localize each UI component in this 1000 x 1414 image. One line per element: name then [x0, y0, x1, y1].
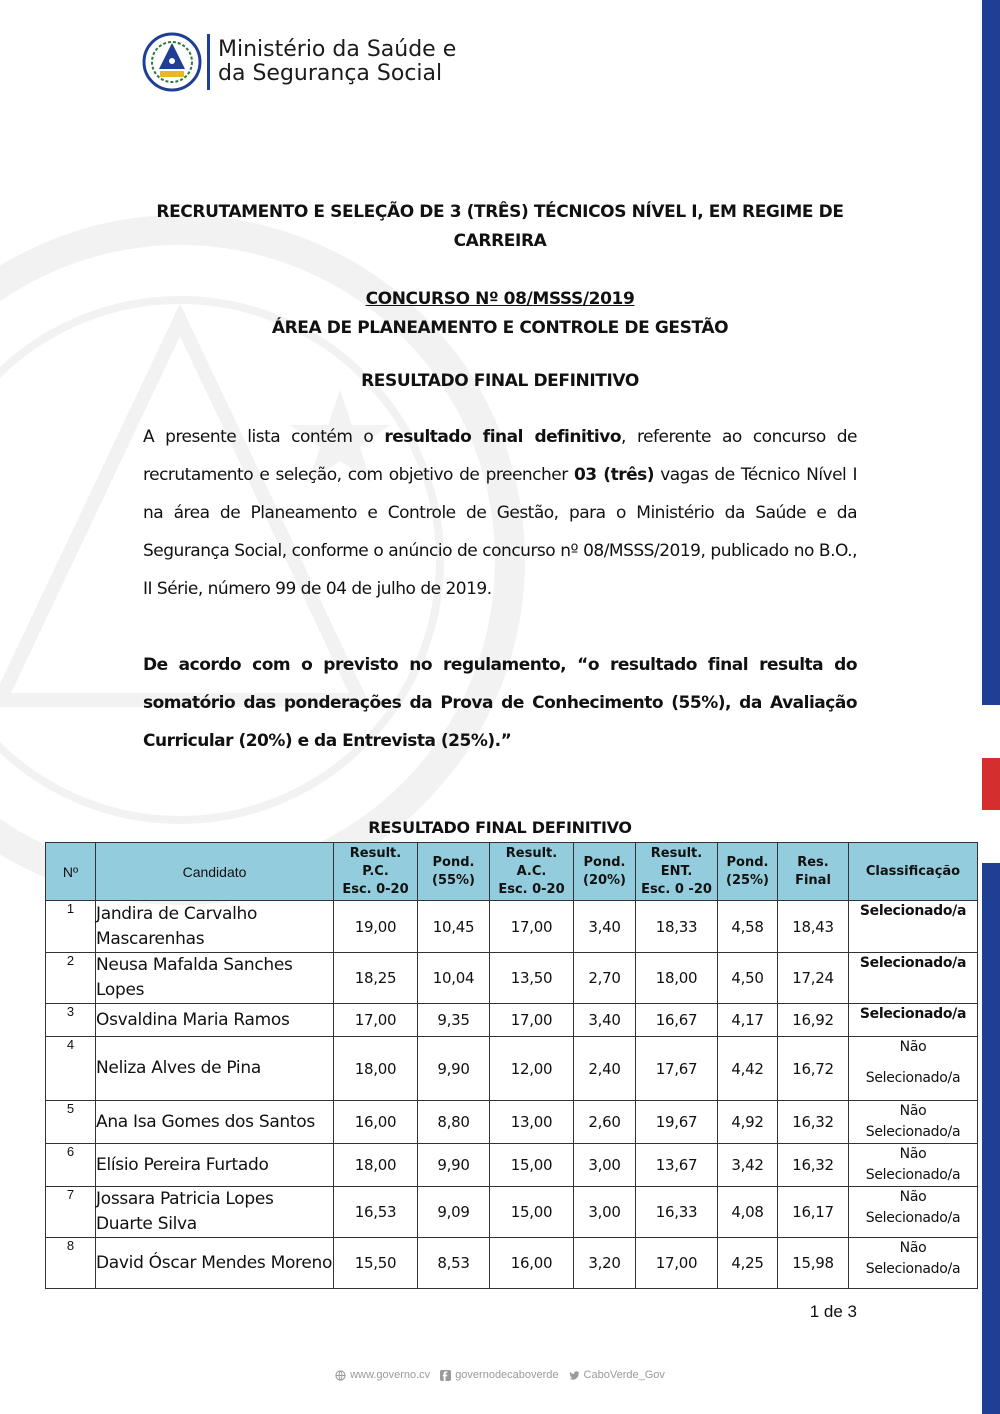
document-title [140, 198, 860, 256]
footer-website[interactable]: www.governo.cv [335, 1369, 430, 1381]
pond-ac: 2,70 [574, 953, 636, 1004]
classification: Selecionado/a [849, 1004, 978, 1037]
ministry-name-line2: da Segurança Social [218, 61, 443, 86]
intro-text-1: A presente lista contém o [143, 427, 385, 447]
pond-ac: 3,40 [574, 1004, 636, 1037]
title-line1: RECRUTAMENTO E SELEÇÃO DE 3 (TRÊS) TÉCNICOS NÍVEL I, EM REGIME DE [156, 202, 844, 222]
result-pc: 18,00 [334, 1037, 418, 1101]
pond-ent: 4,58 [718, 901, 778, 953]
table-row [46, 953, 978, 1004]
table-row [46, 901, 978, 953]
pond-ent: 4,08 [718, 1187, 778, 1238]
pond-ent: 4,25 [718, 1238, 778, 1289]
header-res-final: Res. Final [778, 843, 849, 901]
classification: Selecionado/a [849, 901, 978, 953]
final-result: 16,17 [778, 1187, 849, 1238]
intro-bold-2: 03 (três) [573, 465, 654, 485]
pond-pc: 10,45 [418, 901, 490, 953]
row-number: 8 [46, 1238, 96, 1289]
result-ent: 18,00 [636, 953, 718, 1004]
candidate-name: Neusa Mafalda Sanches Lopes [96, 953, 334, 1004]
table-row [46, 1187, 978, 1238]
intro-paragraph [143, 418, 857, 608]
final-result: 18,43 [778, 901, 849, 953]
final-result: 15,98 [778, 1238, 849, 1289]
result-ent: 13,67 [636, 1144, 718, 1187]
pond-ent: 4,92 [718, 1101, 778, 1144]
ministry-name-line1: Ministério da Saúde e [218, 37, 457, 62]
pond-pc: 9,09 [418, 1187, 490, 1238]
classification: Não Selecionado/a [849, 1238, 978, 1289]
table-row [46, 1101, 978, 1144]
logo-divider [207, 34, 210, 90]
candidate-name: Ana Isa Gomes dos Santos [96, 1101, 334, 1144]
competition-heading [140, 285, 860, 343]
rule-paragraph: De acordo com o previsto no regulamento, “o resultado final resulta do somatório das ponderações da Prova de Conhecimento (55%), da Avaliação Curricular (20%) e da Entrevista (25%).” [143, 655, 857, 751]
result-ac: 16,00 [490, 1238, 574, 1289]
result-ent: 18,33 [636, 901, 718, 953]
pond-pc: 8,53 [418, 1238, 490, 1289]
classification: Não Selecionado/a [849, 1101, 978, 1144]
header-pond-pc: Pond. (55%) [418, 843, 490, 901]
result-ent: 16,67 [636, 1004, 718, 1037]
edge-bar-blue-bottom [982, 863, 1000, 1414]
result-pc: 16,00 [334, 1101, 418, 1144]
results-table [45, 842, 978, 1289]
header-pond-ac: Pond. (20%) [574, 843, 636, 901]
page-number: 1 de 3 [809, 1302, 857, 1321]
table-header-row [46, 843, 978, 901]
edge-bar-blue-top [982, 0, 1000, 705]
footer [0, 1369, 1000, 1381]
pond-ac: 2,60 [574, 1101, 636, 1144]
result-ac: 13,00 [490, 1101, 574, 1144]
table-title: RESULTADO FINAL DEFINITIVO [368, 818, 632, 837]
pond-ent: 4,50 [718, 953, 778, 1004]
header-result-ac: Result. A.C. Esc. 0-20 [490, 843, 574, 901]
pond-ent: 4,42 [718, 1037, 778, 1101]
result-pc: 17,00 [334, 1004, 418, 1037]
row-number: 2 [46, 953, 96, 1004]
classification: Não Selecionado/a [849, 1037, 978, 1101]
result-ac: 17,00 [490, 1004, 574, 1037]
candidate-name: David Óscar Mendes Moreno [96, 1238, 334, 1289]
final-result: 16,32 [778, 1101, 849, 1144]
header-classification: Classificação [849, 843, 978, 901]
pond-ac: 3,00 [574, 1187, 636, 1238]
result-heading: RESULTADO FINAL DEFINITIVO [361, 371, 639, 391]
table-row [46, 1144, 978, 1187]
candidate-name: Neliza Alves de Pina [96, 1037, 334, 1101]
result-pc: 19,00 [334, 901, 418, 953]
final-result: 17,24 [778, 953, 849, 1004]
result-pc: 18,00 [334, 1144, 418, 1187]
candidate-name: Osvaldina Maria Ramos [96, 1004, 334, 1037]
title-line2: CARREIRA [453, 231, 547, 251]
pond-ac: 3,20 [574, 1238, 636, 1289]
intro-bold-1: resultado final definitivo [384, 427, 622, 447]
row-number: 4 [46, 1037, 96, 1101]
result-pc: 16,53 [334, 1187, 418, 1238]
header-pond-ent: Pond. (25%) [718, 843, 778, 901]
result-ac: 15,00 [490, 1187, 574, 1238]
globe-icon [335, 1370, 346, 1381]
intro-text-2: , referente ao concurso de recrutamento e seleção, com objetivo de preencher [143, 427, 857, 485]
footer-twitter[interactable]: CaboVerde_Gov [569, 1369, 665, 1381]
header-result-ent: Result. ENT. Esc. 0 -20 [636, 843, 718, 901]
final-result: 16,72 [778, 1037, 849, 1101]
row-number: 3 [46, 1004, 96, 1037]
edge-bar-red [982, 758, 1000, 810]
candidate-name: Jandira de Carvalho Mascarenhas [96, 901, 334, 953]
pond-ent: 4,17 [718, 1004, 778, 1037]
header-candidate: Candidato [96, 843, 334, 901]
result-pc: 15,50 [334, 1238, 418, 1289]
footer-facebook[interactable]: governodecaboverde [440, 1369, 558, 1381]
row-number: 1 [46, 901, 96, 953]
candidate-name: Jossara Patricia Lopes Duarte Silva [96, 1187, 334, 1238]
classification: Não Selecionado/a [849, 1187, 978, 1238]
area-heading: ÁREA DE PLANEAMENTO E CONTROLE DE GESTÃO [271, 318, 729, 338]
candidate-name: Elísio Pereira Furtado [96, 1144, 334, 1187]
pond-ac: 2,40 [574, 1037, 636, 1101]
result-pc: 18,25 [334, 953, 418, 1004]
table-row [46, 1238, 978, 1289]
pond-pc: 9,90 [418, 1144, 490, 1187]
coat-of-arms-icon [141, 31, 203, 93]
concurso-number: CONCURSO Nº 08/MSSS/2019 [365, 289, 635, 309]
pond-ac: 3,00 [574, 1144, 636, 1187]
result-ent: 16,33 [636, 1187, 718, 1238]
result-ac: 12,00 [490, 1037, 574, 1101]
pond-ent: 3,42 [718, 1144, 778, 1187]
intro-text-3: vagas de Técnico Nível I na área de Planeamento e Controle de Gestão, para o Ministério da Saúde e da Segurança Social, conforme o anúncio de concurso nº 08/MSSS/2019, publicado no B.O., II Série, número 99 de 04 de julho de 2019. [143, 465, 857, 599]
table-row [46, 1004, 978, 1037]
row-number: 7 [46, 1187, 96, 1238]
facebook-icon [440, 1370, 451, 1381]
table-row [46, 1037, 978, 1101]
pond-pc: 8,80 [418, 1101, 490, 1144]
final-result: 16,32 [778, 1144, 849, 1187]
classification: Selecionado/a [849, 953, 978, 1004]
pond-pc: 10,04 [418, 953, 490, 1004]
result-ac: 17,00 [490, 901, 574, 953]
final-result: 16,92 [778, 1004, 849, 1037]
row-number: 6 [46, 1144, 96, 1187]
twitter-icon [569, 1370, 580, 1381]
header-result-pc: Result. P.C. Esc. 0-20 [334, 843, 418, 901]
result-ent: 19,67 [636, 1101, 718, 1144]
pond-ac: 3,40 [574, 901, 636, 953]
classification: Não Selecionado/a [849, 1144, 978, 1187]
pond-pc: 9,90 [418, 1037, 490, 1101]
result-ac: 15,00 [490, 1144, 574, 1187]
result-ent: 17,00 [636, 1238, 718, 1289]
result-ent: 17,67 [636, 1037, 718, 1101]
result-ac: 13,50 [490, 953, 574, 1004]
pond-pc: 9,35 [418, 1004, 490, 1037]
row-number: 5 [46, 1101, 96, 1144]
ministry-logo [141, 31, 456, 93]
header-num: Nº [46, 843, 96, 901]
ministry-name [218, 38, 456, 86]
